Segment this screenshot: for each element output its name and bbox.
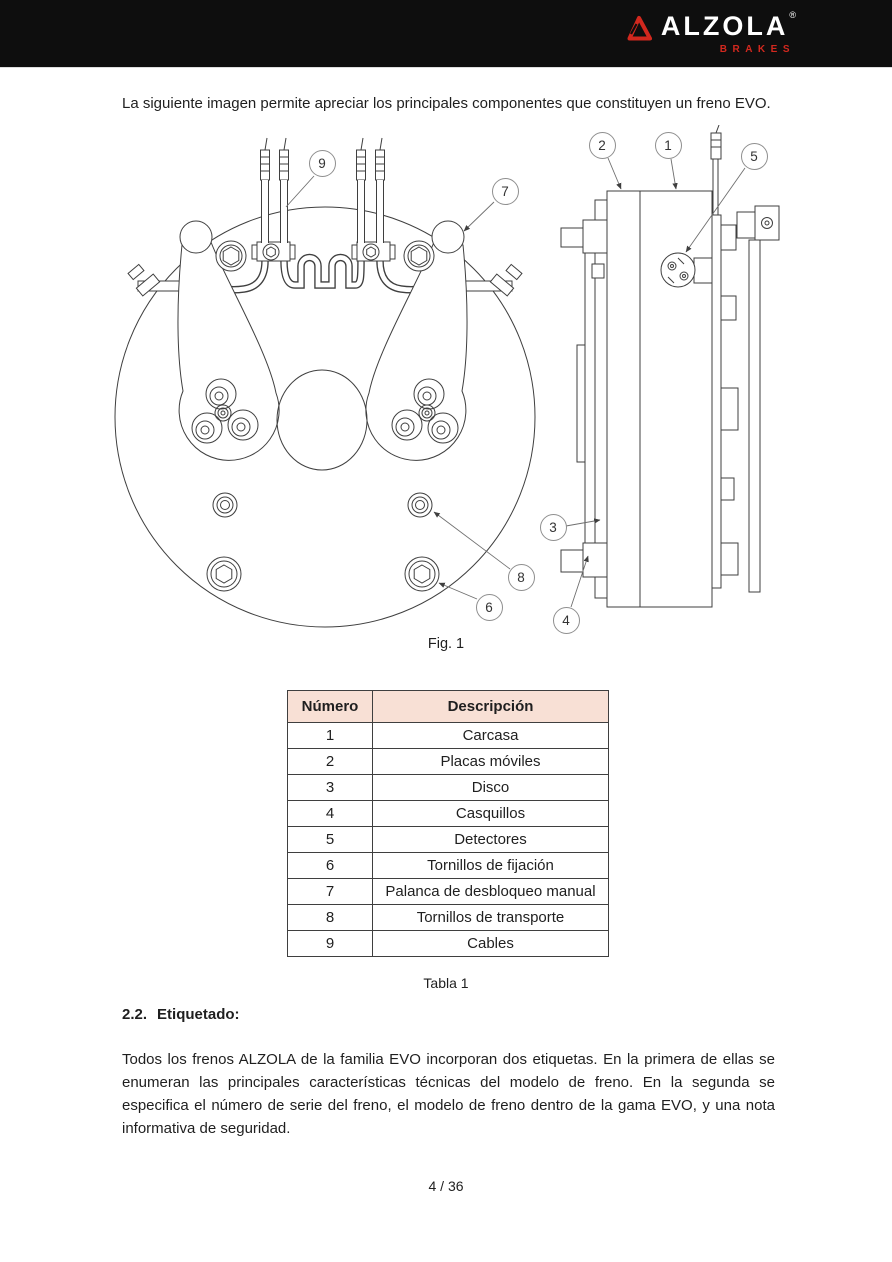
upper-hex-bolts (216, 241, 434, 271)
callout-5-detectores: 5 (741, 143, 768, 170)
callout-3-disco: 3 (540, 514, 567, 541)
table-row (288, 723, 609, 749)
section-heading (122, 1006, 240, 1023)
detector (661, 253, 712, 287)
table-row (288, 775, 609, 801)
figure-area (0, 125, 892, 665)
section-number: 2.2. (122, 1006, 148, 1023)
cell-numero: 8 (288, 905, 373, 931)
cell-descripcion: Disco (373, 775, 609, 801)
cell-numero: 7 (288, 879, 373, 905)
table-row (288, 827, 609, 853)
side-view-drawing (561, 125, 779, 607)
header-bar (0, 0, 892, 68)
section-title: Etiquetado: (157, 1006, 240, 1023)
figure-drawing (0, 125, 892, 665)
cell-descripcion: Detectores (373, 827, 609, 853)
table-row (288, 879, 609, 905)
registered-mark: ® (789, 9, 796, 20)
cell-numero: 9 (288, 931, 373, 957)
table-header-row (288, 691, 609, 723)
front-view-drawing (115, 138, 535, 627)
cable-glands (252, 242, 395, 261)
table-row (288, 905, 609, 931)
brand-subtitle: BRAKES (719, 43, 795, 55)
alzola-triangle-icon (625, 15, 652, 41)
callout-6-tornillos-fijacion: 6 (476, 594, 503, 621)
table-caption: Tabla 1 (423, 975, 469, 991)
cell-descripcion: Tornillos de fijación (373, 853, 609, 879)
cell-descripcion: Carcasa (373, 723, 609, 749)
table-row (288, 853, 609, 879)
components-table (287, 690, 609, 957)
fixing-bolts (207, 557, 439, 591)
cell-numero: 5 (288, 827, 373, 853)
cell-numero: 4 (288, 801, 373, 827)
callout-1-carcasa: 1 (655, 132, 682, 159)
callout-4-casquillos: 4 (553, 607, 580, 634)
body-paragraph: Todos los frenos ALZOLA de la familia EVO incorporan dos etiquetas. En la primera de ellas se enumeran las principales características técnicas del modelo de freno. En la segunda se especifica el número de serie del freno, el modelo de freno dentro de la gama EVO, y una nota informativa de seguridad. (122, 1051, 775, 1137)
alzola-logo (625, 9, 796, 55)
callout-9-cables: 9 (309, 150, 336, 177)
cell-numero: 2 (288, 749, 373, 775)
callout-2-placas: 2 (589, 132, 616, 159)
cell-descripcion: Tornillos de transporte (373, 905, 609, 931)
cell-descripcion: Placas móviles (373, 749, 609, 775)
release-lever-side (737, 206, 779, 592)
callout-8-tornillos-transporte: 8 (508, 564, 535, 591)
table-header-descripcion: Descripción (373, 691, 609, 723)
brand-name: ALZOLA (660, 10, 789, 41)
table-row (288, 749, 609, 775)
side-cable (711, 125, 721, 215)
cell-descripcion: Cables (373, 931, 609, 957)
brand-row (660, 9, 796, 41)
cell-numero: 6 (288, 853, 373, 879)
table-header-numero: Número (288, 691, 373, 723)
cell-descripcion: Casquillos (373, 801, 609, 827)
cell-numero: 1 (288, 723, 373, 749)
page-number: 4 / 36 (428, 1178, 464, 1194)
table-row (288, 931, 609, 957)
table-row (288, 801, 609, 827)
callout-7-palanca: 7 (492, 178, 519, 205)
cell-numero: 3 (288, 775, 373, 801)
cell-descripcion: Palanca de desbloqueo manual (373, 879, 609, 905)
intro-text: La siguiente imagen permite apreciar los principales componentes que constituyen un freno EVO. (122, 95, 771, 112)
logo-text (660, 9, 796, 55)
figure-caption: Fig. 1 (427, 636, 465, 652)
transport-screws (213, 493, 432, 517)
